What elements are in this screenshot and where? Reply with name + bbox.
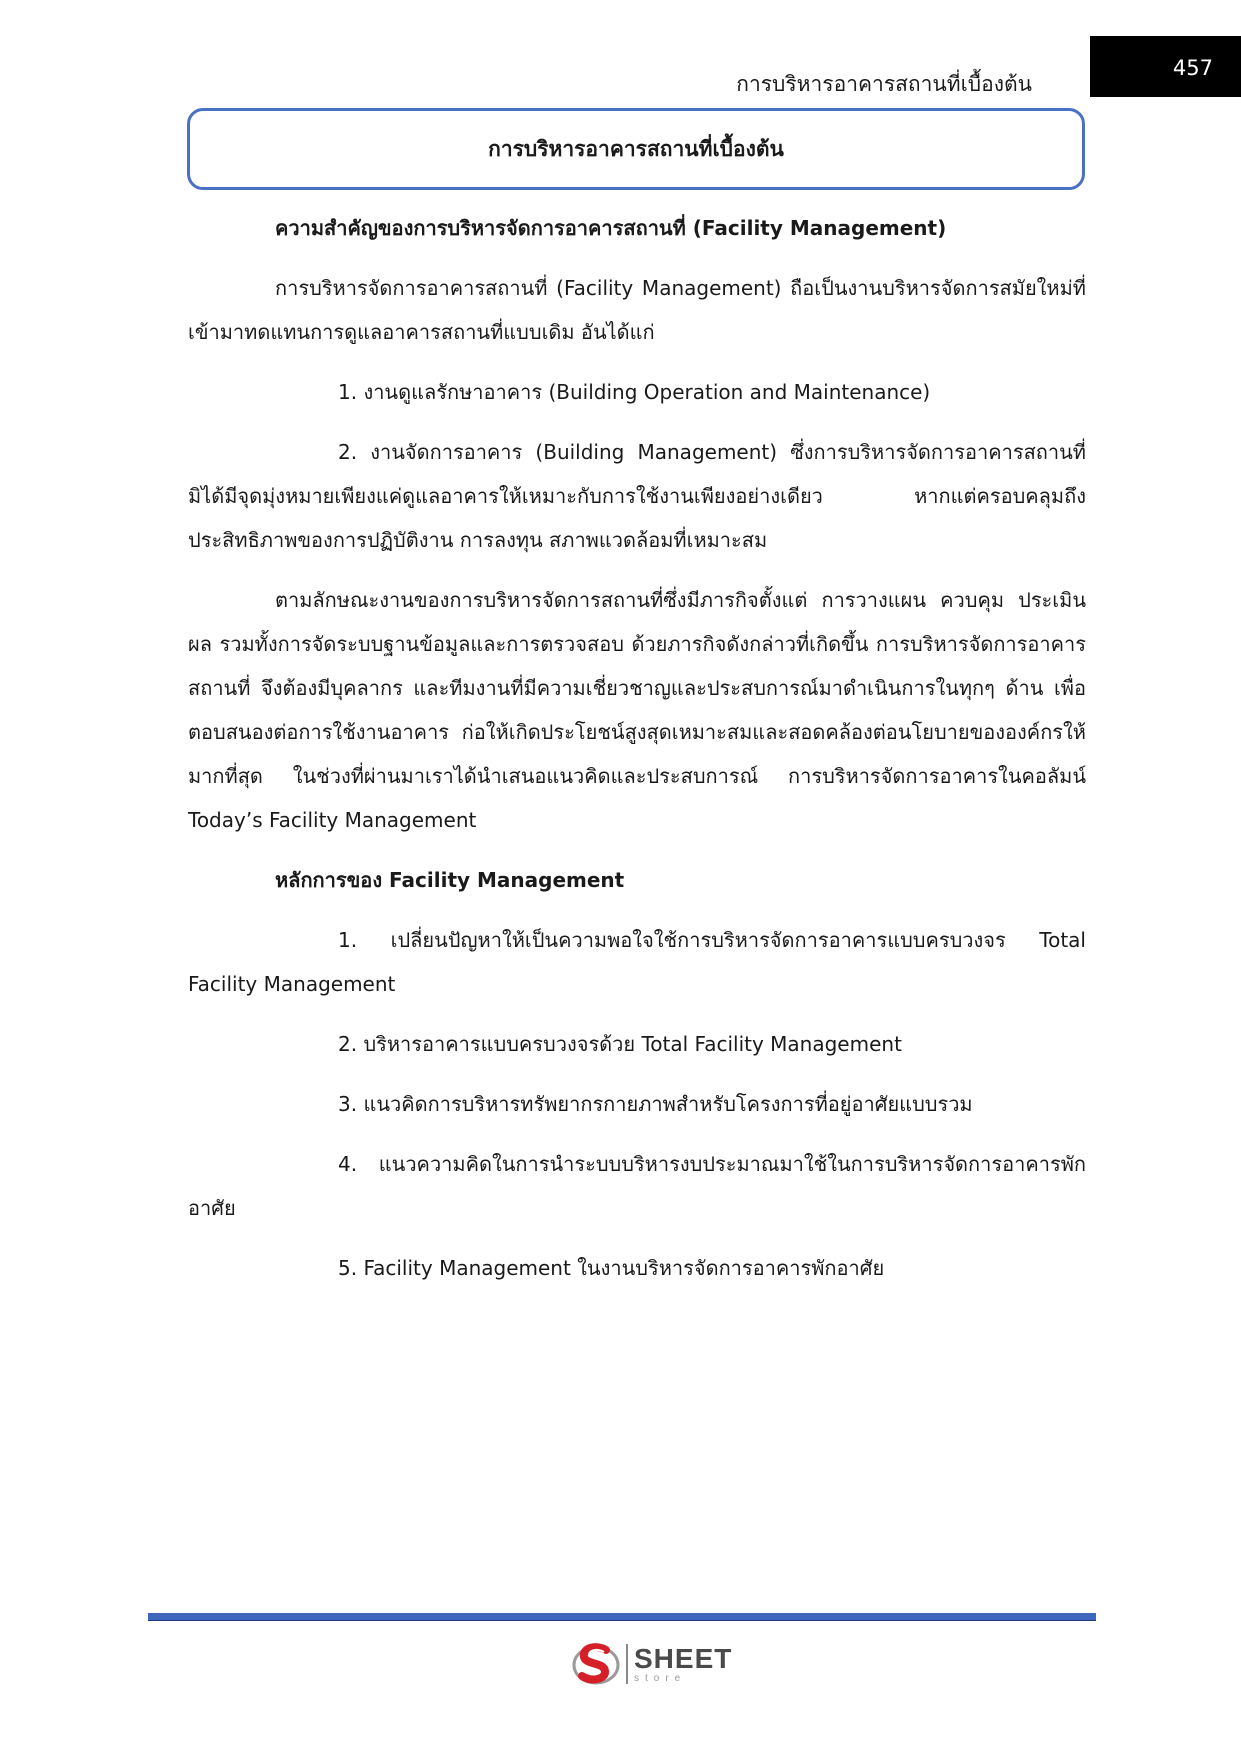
list-item: 1. เปลี่ยนปัญหาให้เป็นความพอใจใช้การบริหารจัดการอาคารแบบครบวงจร Total Facility Management [188, 928, 1086, 996]
list-item: 1. งานดูแลรักษาอาคาร (Building Operation and Maintenance) [338, 380, 931, 404]
page-number-box [1090, 36, 1241, 97]
list-item: 2. บริหารอาคารแบบครบวงจรด้วย Total Facility Management [338, 1032, 902, 1056]
section-heading-importance: ความสำคัญของการบริหารจัดการอาคารสถานที่ (Facility Management) [275, 216, 947, 240]
sheet-store-s-icon [570, 1638, 622, 1690]
logo-subtext: store [634, 1672, 687, 1684]
logo-divider [626, 1644, 628, 1684]
list-item: 2. งานจัดการอาคาร (Building Management) ซึ่งการบริหารจัดการอาคารสถานที่มิได้มีจุดมุ่งหมายเพียงแค่ดูแลอาคารให้เหมาะกับการใช้งานเพียงอย่างเดียว หากแต่ครอบคลุมถึงประสิทธิภาพของการปฏิบัติงาน การลงทุน สภาพแวดล้อมที่เหมาะสม [188, 440, 1086, 552]
body-paragraph: ตามลักษณะงานของการบริหารจัดการสถานที่ซึ่งมีภารกิจตั้งแต่ การวางแผน ควบคุม ประเมินผล รวมทั้งการจัดระบบฐานข้อมูลและการตรวจสอบ ด้วยภารกิจดังกล่าวที่เกิดขึ้น การบริหารจัดการอาคารสถานที่ จึงต้องมีบุคลากร และทีมงานที่มีความเชี่ยวชาญและประสบการณ์มาดำเนินการในทุกๆ ด้าน เพื่อตอบสนองต่อการใช้งานอาคาร ก่อให้เกิดประโยชน์สูงสุดเหมาะสมและสอดคล้องต่อนโยบายขององค์กรให้มากที่สุด ในช่วงที่ผ่านมาเราได้นำเสนอแนวคิดและประสบการณ์ การบริหารจัดการอาคารในคอลัมน์ Today’s Facility Management [188, 588, 1086, 832]
chapter-title-box [187, 108, 1085, 190]
footer-divider [148, 1613, 1096, 1621]
page-content [188, 206, 1086, 1290]
list-item: 5. Facility Management ในงานบริหารจัดการอาคารพักอาศัย [338, 1256, 885, 1280]
chapter-title: การบริหารอาคารสถานที่เบื้องต้น [488, 136, 784, 161]
list-item: 3. แนวคิดการบริหารทรัพยากรกายภาพสำหรับโครงการที่อยู่อาศัยแบบรวม [338, 1092, 973, 1116]
intro-paragraph: การบริหารจัดการอาคารสถานที่ (Facility Management) ถือเป็นงานบริหารจัดการสมัยใหม่ที่เข้ามาทดแทนการดูแลอาคารสถานที่แบบเดิม อันได้แก่ [188, 276, 1086, 344]
logo-wordmark: SHEET [634, 1642, 733, 1674]
sheet-store-logo [570, 1638, 732, 1690]
section-heading-principles: หลักการของ Facility Management [275, 868, 625, 892]
page-number: 457 [1172, 56, 1213, 80]
list-item: 4. แนวความคิดในการนำระบบบริหารงบประมาณมาใช้ในการบริหารจัดการอาคารพักอาศัย [188, 1152, 1086, 1220]
logo-text-block [634, 1642, 733, 1684]
running-header-title: การบริหารอาคารสถานที่เบื้องต้น [736, 72, 1032, 96]
